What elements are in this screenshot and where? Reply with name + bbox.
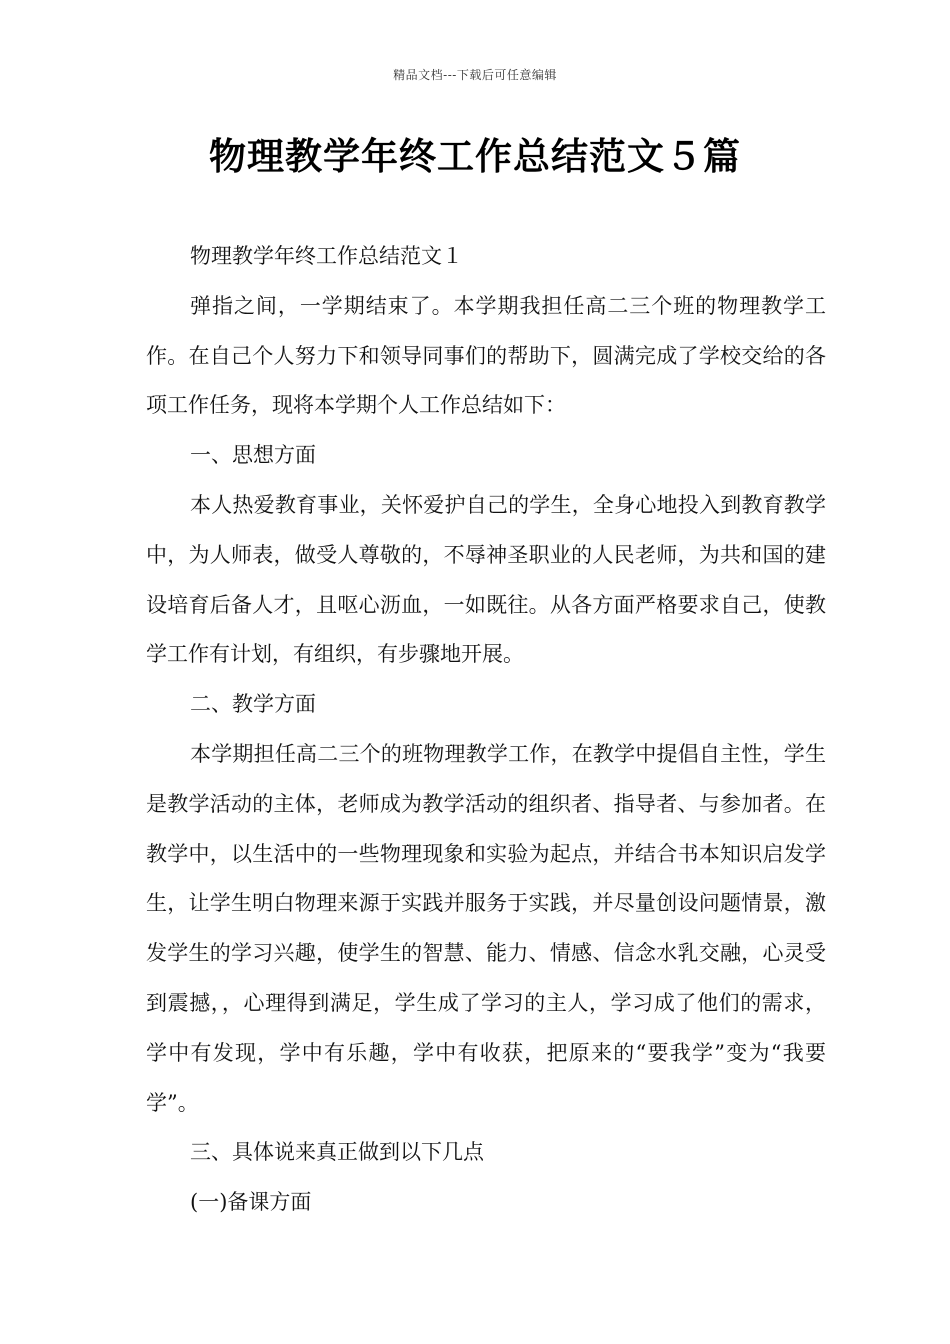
paragraph-thought: 本人热爱教育事业，关怀爱护自己的学生，全身心地投入到教育教学中，为人师表，做受人尊敬的，不辱神圣职业的人民老师，为共和国的建设培育后备人才，且呕心沥血，一如既往。从各方面严格要求自己，使教学工作有计划，有组织，有步骤地开展。 (146, 492, 826, 667)
paragraph-teaching: 本学期担任高二三个的班物理教学工作，在教学中提倡自主性，学生是教学活动的主体，老师成为教学活动的组织者、指导者、与参加者。在教学中，以生活中的一些物理现象和实验为起点，并结合书本知识启发学生，让学生明白物理来源于实践并服务于实践，并尽量创设问题情景，激发学生的学习兴趣，使学生的智慧、能力、情感、信念水乳交融，心灵受到震撼，，心理得到满足，学生成了学习的主人，学习成了他们的需求，学中有发现，学中有乐趣，学中有收获，把原来的“要我学”变为“我要学”。 (146, 741, 826, 1115)
document-body (146, 232, 826, 1228)
heading-specifics: 三、具体说来真正做到以下几点 (190, 1140, 484, 1165)
heading-teaching: 二、教学方面 (190, 692, 316, 717)
paragraph-intro: 弹指之间，一学期结束了。本学期我担任高二三个班的物理教学工作。在自己个人努力下和领导同事们的帮助下，圆满完成了学校交给的各项工作任务，现将本学期个人工作总结如下： (146, 293, 826, 418)
document-title: 物理教学年终工作总结范文５篇 (209, 135, 741, 178)
header-note: 精品文档---下载后可任意编辑 (393, 68, 557, 82)
heading-thought: 一、思想方面 (190, 443, 316, 468)
heading-lesson-prep: (一)备课方面 (190, 1190, 312, 1215)
section-title: 物理教学年终工作总结范文１ (190, 244, 463, 268)
